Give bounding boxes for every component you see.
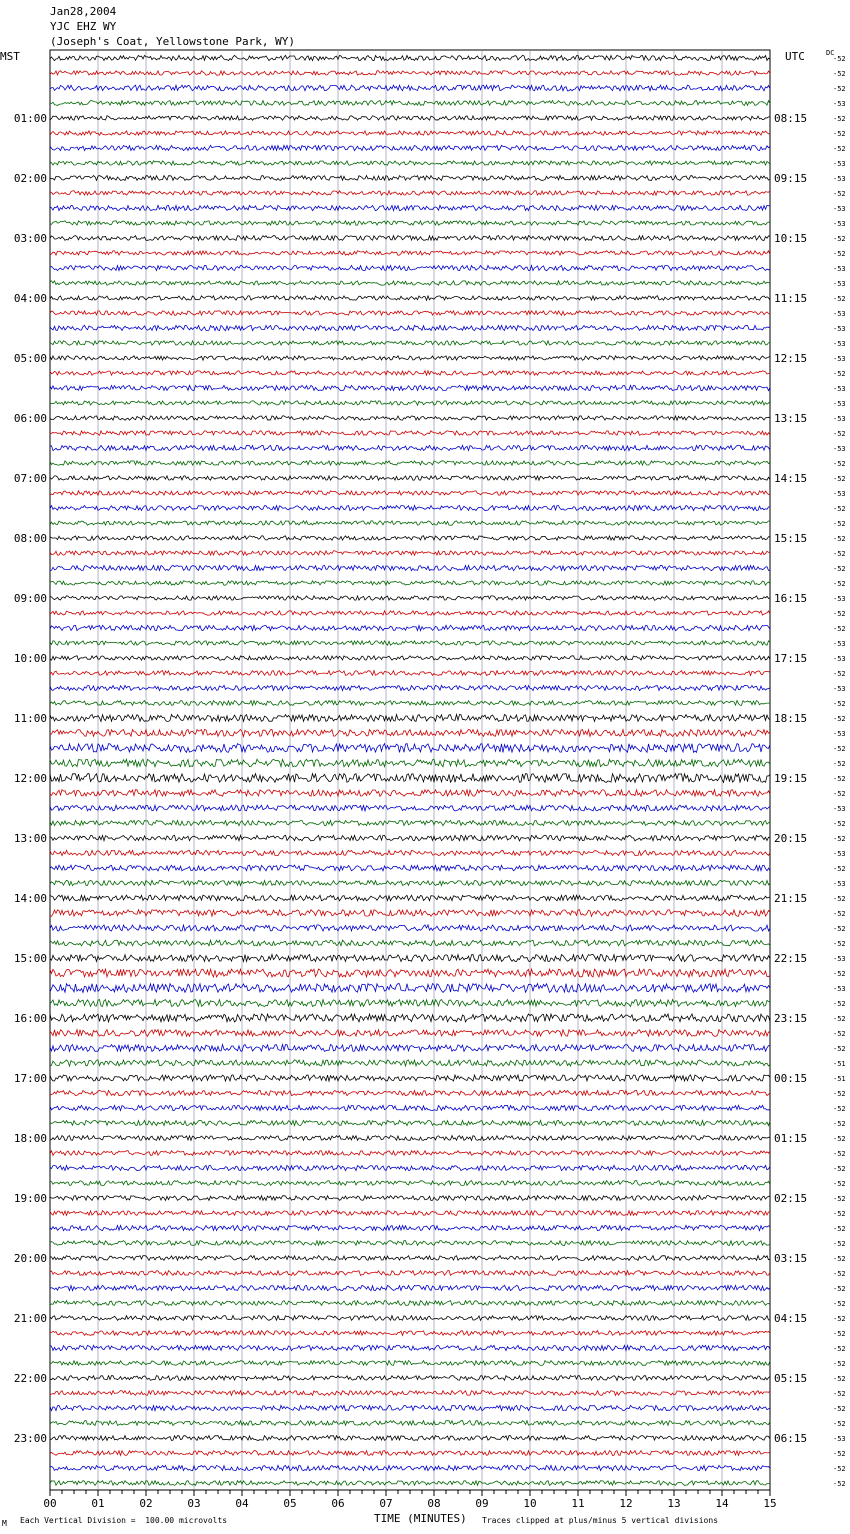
seismic-trace <box>50 790 770 797</box>
dc-offset-label: -52 <box>833 1345 846 1353</box>
hour-label-right: 11:15 <box>774 292 808 305</box>
dc-offset-label: -52 <box>833 1210 846 1218</box>
dc-offset-label: -53 <box>833 685 846 693</box>
hour-label-right: 21:15 <box>774 892 808 905</box>
seismic-trace <box>50 131 770 135</box>
dc-offset-label: -52 <box>833 1120 846 1128</box>
seismic-trace <box>50 356 770 360</box>
seismic-trace <box>50 895 770 901</box>
hour-label-right: 10:15 <box>774 232 808 245</box>
dc-offset-label: -53 <box>833 805 846 813</box>
hour-label-right: 00:15 <box>774 1072 808 1085</box>
seismic-trace <box>50 1376 770 1381</box>
dc-offset-label: -52 <box>833 1045 846 1053</box>
dc-offset-label: -52 <box>833 670 846 678</box>
seismic-trace <box>50 759 770 766</box>
corner-mark: M <box>2 1519 7 1528</box>
seismic-trace <box>50 1451 770 1456</box>
dc-offset-label: -51 <box>833 1075 846 1083</box>
seismic-trace <box>50 1316 770 1321</box>
hour-label-left: 18:00 <box>13 1132 47 1145</box>
seismic-trace <box>50 1120 770 1125</box>
hour-label-right: 16:15 <box>774 592 808 605</box>
hour-label-left: 04:00 <box>13 292 47 305</box>
hour-label-left: 01:00 <box>13 112 47 125</box>
seismic-trace <box>50 491 770 495</box>
dc-offset-label: -52 <box>833 865 846 873</box>
seismic-trace <box>50 1345 770 1350</box>
dc-offset-label: -52 <box>833 535 846 543</box>
hour-label-left: 03:00 <box>13 232 47 245</box>
seismic-trace <box>50 416 770 420</box>
seismic-trace <box>50 371 770 375</box>
seismic-trace <box>50 385 770 390</box>
dc-offset-label: -53 <box>833 265 846 273</box>
dc-offset-label: -52 <box>833 70 846 78</box>
dc-offset-label: -52 <box>833 115 846 123</box>
x-tick-label: 09 <box>475 1497 489 1510</box>
seismic-trace <box>50 850 770 855</box>
seismic-trace <box>50 71 770 75</box>
dc-offset-label: -52 <box>833 835 846 843</box>
x-tick-label: 05 <box>283 1497 297 1510</box>
dc-offset-label: -52 <box>833 1165 846 1173</box>
dc-offset-label: -52 <box>833 580 846 588</box>
dc-offset-label: -52 <box>833 970 846 978</box>
x-tick-label: 06 <box>331 1497 345 1510</box>
seismic-trace <box>50 536 770 540</box>
hour-label-right: 09:15 <box>774 172 808 185</box>
dc-offset-label: -51 <box>833 1060 846 1068</box>
seismic-trace <box>50 774 770 783</box>
seismic-trace <box>50 940 770 946</box>
hour-label-right: 17:15 <box>774 652 808 665</box>
seismic-trace <box>50 401 770 405</box>
dc-offset-label: -52 <box>833 1330 846 1338</box>
dc-offset-label: -53 <box>833 955 846 963</box>
seismic-trace <box>50 880 770 885</box>
hour-label-right: 13:15 <box>774 412 808 425</box>
dc-offset-label: -52 <box>833 370 846 378</box>
seismic-trace <box>50 505 770 510</box>
dc-offset-label: -52 <box>833 250 846 258</box>
seismic-trace <box>50 1421 770 1426</box>
seismic-trace <box>50 145 770 150</box>
dc-offset-label: -52 <box>833 295 846 303</box>
dc-offset-label: -52 <box>833 550 846 558</box>
dc-offset-label: -53 <box>833 880 846 888</box>
x-tick-label: 14 <box>715 1497 729 1510</box>
seismic-trace <box>50 656 770 660</box>
seismic-trace <box>50 445 770 450</box>
seismic-trace <box>50 715 770 722</box>
seismic-trace <box>50 1030 770 1037</box>
seismic-trace <box>50 85 770 91</box>
seismic-trace <box>50 685 770 690</box>
dc-offset-label: -52 <box>833 1150 846 1158</box>
hour-label-left: 16:00 <box>13 1012 47 1025</box>
x-tick-label: 12 <box>619 1497 633 1510</box>
dc-offset-label: -52 <box>833 1405 846 1413</box>
seismic-trace <box>50 1045 770 1052</box>
hour-label-right: 12:15 <box>774 352 808 365</box>
hour-label-left: 20:00 <box>13 1252 47 1265</box>
seismic-trace <box>50 820 770 825</box>
seismic-trace <box>50 744 770 753</box>
hour-label-left: 12:00 <box>13 772 47 785</box>
seismic-trace <box>50 1211 770 1216</box>
dc-offset-label: -52 <box>833 760 846 768</box>
dc-offset-label: -52 <box>833 715 846 723</box>
seismic-trace <box>50 1465 770 1470</box>
dc-offset-label: -52 <box>833 1420 846 1428</box>
dc-offset-label: -52 <box>833 430 846 438</box>
dc-offset-label: -53 <box>833 985 846 993</box>
hour-label-left: 21:00 <box>13 1312 47 1325</box>
seismic-trace <box>50 611 770 615</box>
seismic-trace <box>50 1285 770 1290</box>
seismic-trace <box>50 1256 770 1261</box>
seismic-trace <box>50 910 770 917</box>
hour-label-left: 17:00 <box>13 1072 47 1085</box>
seismic-trace <box>50 1090 770 1095</box>
seismic-trace <box>50 176 770 181</box>
hour-label-right: 04:15 <box>774 1312 808 1325</box>
seismic-trace <box>50 1136 770 1141</box>
dc-offset-label: -52 <box>833 925 846 933</box>
dc-offset-label: -53 <box>833 385 846 393</box>
x-axis-title: TIME (MINUTES) <box>374 1512 467 1525</box>
dc-offset-label: -52 <box>833 1315 846 1323</box>
seismic-trace <box>50 835 770 841</box>
dc-offset-label: -52 <box>833 1390 846 1398</box>
dc-offset-label: -53 <box>833 445 846 453</box>
seismic-trace <box>50 565 770 570</box>
hour-label-right: 02:15 <box>774 1192 808 1205</box>
seismic-trace <box>50 1225 770 1230</box>
dc-offset-label: -52 <box>833 910 846 918</box>
seismic-trace <box>50 1075 770 1081</box>
seismic-trace <box>50 431 770 435</box>
dc-offset-label: -52 <box>833 235 846 243</box>
hour-label-right: 23:15 <box>774 1012 808 1025</box>
dc-offset-label: -52 <box>833 1300 846 1308</box>
seismic-trace <box>50 1105 770 1110</box>
dc-offset-label: -53 <box>833 175 846 183</box>
hour-label-right: 05:15 <box>774 1372 808 1385</box>
hour-label-right: 19:15 <box>774 772 808 785</box>
seismic-trace <box>50 1405 770 1410</box>
dc-offset-label: -53 <box>833 340 846 348</box>
seismic-trace <box>50 476 770 480</box>
dc-offset-label: -53 <box>833 205 846 213</box>
hour-label-left: 07:00 <box>13 472 47 485</box>
hour-label-left: 13:00 <box>13 832 47 845</box>
seismic-trace <box>50 341 770 345</box>
seismic-trace <box>50 251 770 255</box>
x-tick-label: 15 <box>763 1497 777 1510</box>
x-tick-label: 02 <box>139 1497 153 1510</box>
dc-offset-label: -52 <box>833 1480 846 1488</box>
dc-offset-label: -53 <box>833 355 846 363</box>
dc-offset-label: -53 <box>833 100 846 108</box>
dc-offset-label: -52 <box>833 790 846 798</box>
seismic-trace <box>50 1481 770 1486</box>
dc-offset-label: -52 <box>833 1090 846 1098</box>
dc-offset-label: -53 <box>833 280 846 288</box>
x-tick-label: 01 <box>91 1497 105 1510</box>
dc-offset-label: -52 <box>833 1375 846 1383</box>
x-tick-label: 08 <box>427 1497 441 1510</box>
hour-label-right: 06:15 <box>774 1432 808 1445</box>
location-label: (Joseph's Coat, Yellowstone Park, WY) <box>50 35 296 48</box>
dc-offset-label: -52 <box>833 775 846 783</box>
hour-label-right: 15:15 <box>774 532 808 545</box>
seismic-trace <box>50 1000 770 1007</box>
seismic-trace <box>50 1014 770 1022</box>
dc-offset-label: -52 <box>833 1135 846 1143</box>
seismic-trace <box>50 1331 770 1336</box>
seismic-trace <box>50 55 770 60</box>
seismic-trace <box>50 1436 770 1441</box>
dc-offset-label: -53 <box>833 325 846 333</box>
seismic-trace <box>50 1301 770 1306</box>
seismic-trace <box>50 1241 770 1246</box>
seismic-trace <box>50 116 770 120</box>
x-tick-label: 10 <box>523 1497 537 1510</box>
dc-label: DC <box>826 49 835 57</box>
seismic-trace <box>50 671 770 676</box>
dc-offset-label: -52 <box>833 940 846 948</box>
seismic-trace <box>50 969 770 977</box>
x-tick-label: 13 <box>667 1497 681 1510</box>
dc-offset-label: -53 <box>833 220 846 228</box>
seismic-trace <box>50 296 770 300</box>
hour-label-left: 09:00 <box>13 592 47 605</box>
seismic-trace <box>50 625 770 630</box>
hour-label-left: 10:00 <box>13 652 47 665</box>
dc-offset-label: -52 <box>833 130 846 138</box>
seismic-trace <box>50 805 770 811</box>
clip-note: Traces clipped at plus/minus 5 vertical divisions <box>482 1516 719 1525</box>
dc-offset-label: -53 <box>833 1435 846 1443</box>
dc-offset-label: -52 <box>833 1270 846 1278</box>
seismic-trace <box>50 581 770 585</box>
seismic-trace <box>50 1181 770 1186</box>
x-tick-label: 11 <box>571 1497 585 1510</box>
dc-offset-label: -52 <box>833 1465 846 1473</box>
dc-offset-label: -52 <box>833 1195 846 1203</box>
scale-note: Each Vertical Division = 100.00 microvolts <box>20 1516 228 1525</box>
dc-offset-label: -52 <box>833 700 846 708</box>
dc-offset-label: -52 <box>833 745 846 753</box>
hour-label-right: 03:15 <box>774 1252 808 1265</box>
hour-label-left: 22:00 <box>13 1372 47 1385</box>
dc-offset-label: -52 <box>833 1240 846 1248</box>
dc-offset-label: -53 <box>833 595 846 603</box>
dc-offset-label: -52 <box>833 1000 846 1008</box>
dc-offset-label: -52 <box>833 145 846 153</box>
seismic-trace <box>50 1060 770 1066</box>
dc-offset-label: -52 <box>833 1030 846 1038</box>
hour-label-left: 02:00 <box>13 172 47 185</box>
hour-label-left: 05:00 <box>13 352 47 365</box>
seismic-trace <box>50 1391 770 1396</box>
seismic-trace <box>50 221 770 225</box>
seismic-trace <box>50 1151 770 1156</box>
hour-label-right: 22:15 <box>774 952 808 965</box>
seismic-trace <box>50 1361 770 1366</box>
seismic-trace <box>50 101 770 106</box>
dc-offset-label: -53 <box>833 640 846 648</box>
dc-offset-label: -52 <box>833 85 846 93</box>
dc-offset-label: -52 <box>833 505 846 513</box>
x-tick-label: 04 <box>235 1497 249 1510</box>
dc-offset-label: -53 <box>833 400 846 408</box>
hour-label-right: 01:15 <box>774 1132 808 1145</box>
dc-offset-label: -52 <box>833 895 846 903</box>
dc-offset-label: -52 <box>833 1450 846 1458</box>
seismic-trace <box>50 265 770 270</box>
hour-label-left: 11:00 <box>13 712 47 725</box>
seismic-trace <box>50 325 770 330</box>
hour-label-left: 08:00 <box>13 532 47 545</box>
station-label: YJC EHZ WY <box>50 20 117 33</box>
dc-offset-label: -52 <box>833 610 846 618</box>
dc-offset-label: -53 <box>833 310 846 318</box>
x-tick-label: 07 <box>379 1497 393 1510</box>
hour-label-left: 14:00 <box>13 892 47 905</box>
dc-offset-label: -52 <box>833 1285 846 1293</box>
hour-label-right: 14:15 <box>774 472 808 485</box>
hour-label-left: 23:00 <box>13 1432 47 1445</box>
dc-offset-label: -52 <box>833 820 846 828</box>
x-tick-label: 03 <box>187 1497 201 1510</box>
dc-offset-label: -52 <box>833 1015 846 1023</box>
hour-label-left: 19:00 <box>13 1192 47 1205</box>
seismic-trace <box>50 551 770 555</box>
dc-offset-label: -53 <box>833 415 846 423</box>
seismic-trace <box>50 236 770 241</box>
hour-label-right: 18:15 <box>774 712 808 725</box>
seismic-trace <box>50 205 770 210</box>
dc-offset-label: -53 <box>833 160 846 168</box>
hour-label-right: 20:15 <box>774 832 808 845</box>
dc-offset-label: -52 <box>833 460 846 468</box>
dc-offset-label: -53 <box>833 730 846 738</box>
seismic-trace <box>50 161 770 165</box>
seismic-trace <box>50 730 770 737</box>
hour-label-left: 06:00 <box>13 412 47 425</box>
dc-offset-label: -53 <box>833 850 846 858</box>
dc-offset-label: -52 <box>833 475 846 483</box>
dc-offset-label: -52 <box>833 520 846 528</box>
seismic-trace <box>50 1196 770 1201</box>
seismic-trace <box>50 191 770 195</box>
seismic-trace <box>50 281 770 285</box>
hour-label-left: 15:00 <box>13 952 47 965</box>
left-zone-label: MST <box>0 50 20 63</box>
date-label: Jan28,2004 <box>50 5 117 18</box>
dc-offset-label: -53 <box>833 490 846 498</box>
dc-offset-label: -52 <box>833 565 846 573</box>
dc-offset-label: -52 <box>833 1105 846 1113</box>
right-zone-label: UTC <box>785 50 805 63</box>
seismic-trace <box>50 955 770 962</box>
dc-offset-label: -52 <box>833 1360 846 1368</box>
dc-offset-label: -52 <box>833 625 846 633</box>
seismic-trace <box>50 1165 770 1170</box>
seismic-trace <box>50 641 770 645</box>
x-tick-label: 00 <box>43 1497 57 1510</box>
seismic-trace <box>50 311 770 315</box>
seismic-trace <box>50 1271 770 1276</box>
dc-offset-label: -52 <box>833 190 846 198</box>
seismic-trace <box>50 925 770 931</box>
hour-label-right: 08:15 <box>774 112 808 125</box>
dc-offset-label: -52 <box>833 1180 846 1188</box>
seismic-trace <box>50 461 770 465</box>
seismic-trace <box>50 865 770 871</box>
dc-offset-label: -52 <box>833 1255 846 1263</box>
dc-offset-label: -52 <box>833 55 846 63</box>
dc-offset-label: -53 <box>833 655 846 663</box>
seismic-trace <box>50 521 770 525</box>
seismic-trace <box>50 984 770 993</box>
dc-offset-label: -52 <box>833 1225 846 1233</box>
seismic-trace <box>50 701 770 706</box>
seismic-trace <box>50 596 770 600</box>
